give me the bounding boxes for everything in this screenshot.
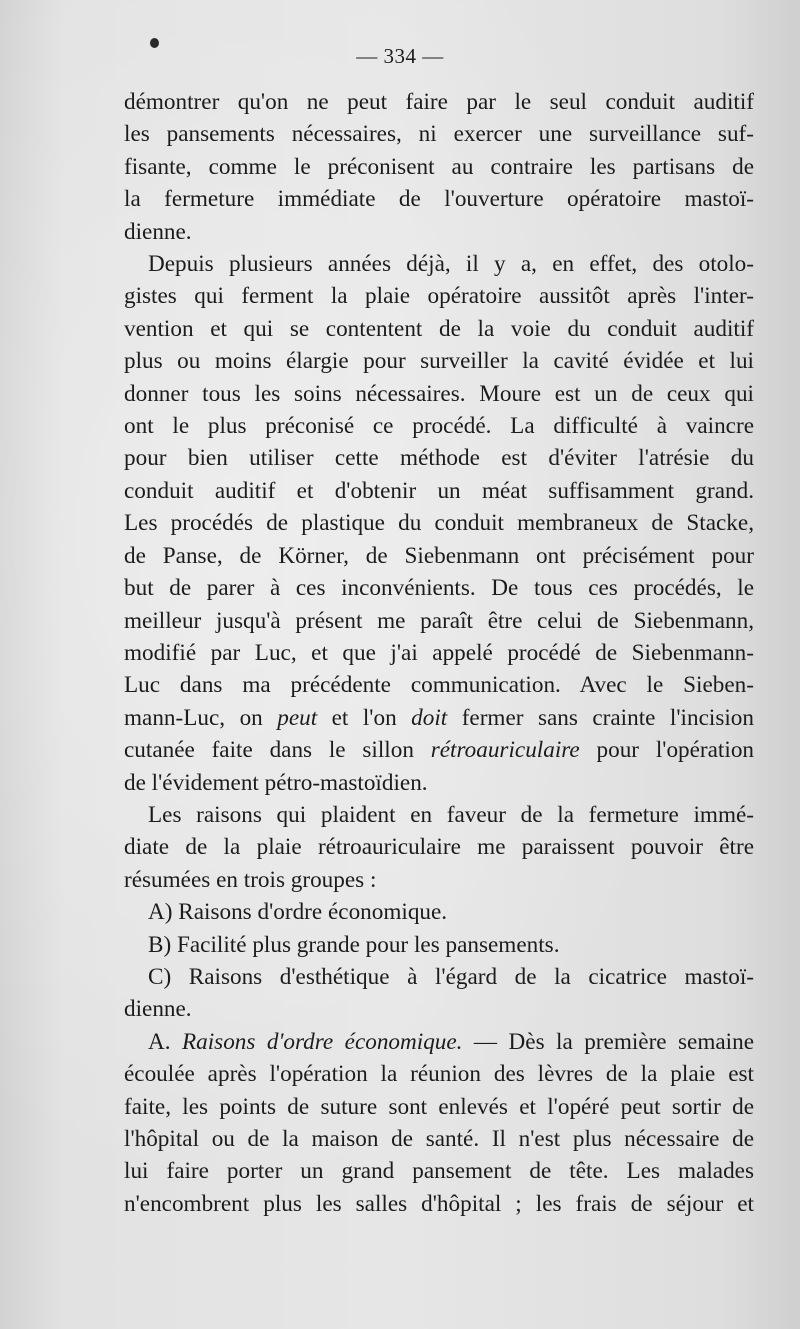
list-item: B) Facilité plus grande pour les pansements. [148,931,560,958]
text-line: diate de la plaie rétroauriculaire me paraissent pouvoir être [124,834,754,861]
text-line: ont le plus préconisé ce procédé. La difficulté à vaincre [124,413,754,440]
text-line [124,734,754,766]
text-line: dienne. [124,218,192,245]
paragraph-2 [124,248,754,799]
text-line: Les procédés de plastique du conduit membraneux de Stacke, [124,510,754,537]
italic-run: rétroauriculaire [430,737,580,764]
text-line: résumées en trois groupes : [124,866,377,893]
text-line: donner tous les soins nécessaires. Moure est un de ceux qui [124,380,754,407]
text-line: Les raisons qui plaident en faveur de la fermeture immé- [148,801,754,828]
list-item: A) Raisons d'ordre économique. [148,899,448,926]
italic-run: peut [277,704,318,731]
text-line: fisante, comme le préconisent au contraire les partisans de [124,153,754,180]
text-line: dienne. [124,996,192,1023]
paragraph-3 [124,799,754,896]
text-line: pour bien utiliser cette méthode est d'éviter l'atrésie du [124,445,754,472]
text-line: plus ou moins élargie pour surveiller la cavité évidée et lui [124,348,754,375]
text-line: n'encombrent plus les salles d'hôpital ; les frais de séjour et [124,1190,754,1217]
text-line: la fermeture immédiate de l'ouverture opératoire mastoï- [124,186,754,213]
text-run: cutanée faite dans le sillon [124,737,431,764]
text-line: Luc dans ma précédente communication. Avec le Sieben- [124,672,754,699]
text-line: vention et qui se contentent de la voie du conduit auditif [124,315,754,342]
text-line: démontrer qu'on ne peut faire par le seul conduit auditif [124,89,754,115]
text-line: gistes qui ferment la plaie opératoire aussitôt après l'inter- [124,283,754,310]
page-number: — 334 — [356,44,444,68]
text-line: écoulée après l'opération la réunion des lèvres de la plaie est [124,1061,754,1088]
body-text [124,86,754,1220]
text-line: faite, les points de suture sont enlevés et l'opéré peut sortir de [124,1093,754,1120]
section-label: A. [148,1028,182,1055]
text-line: l'hôpital ou de la maison de santé. Il n'est plus nécessaire de [124,1126,754,1152]
text-line [124,702,754,734]
text-line: meilleur jusqu'à présent me paraît être celui de Siebenmann, [124,607,754,634]
text-line: but de parer à ces inconvénients. De tous ces procédés, le [124,575,754,602]
text-run: et l'on [317,704,412,731]
text-line: les pansements nécessaires, ni exercer une surveillance suf- [124,121,754,148]
text-run: pour l'opération [579,737,755,764]
text-line: de l'évidement pétro-mastoïdien. [124,769,428,796]
list-item: C) Raisons d'esthétique à l'égard de la cicatrice mastoï- [148,963,754,990]
text-line: de Panse, de Körner, de Siebenmann ont précisément pour [124,542,754,569]
italic-run: doit [411,704,448,731]
text-run: mann-Luc, on [124,704,278,731]
section-heading: Raisons d'ordre économique. [181,1028,463,1055]
text-line [124,1026,754,1058]
text-line: Depuis plusieurs années déjà, il y a, en effet, des otolo- [148,251,754,278]
text-run: — Dès la première semaine [462,1028,755,1055]
text-run: fermer sans crainte l'incision [447,704,754,731]
text-line: conduit auditif et d'obtenir un méat suffisamment grand. [124,477,754,504]
paragraph-1 [124,86,754,248]
text-line: lui faire porter un grand pansement de tête. Les malades [124,1158,754,1185]
text-line: modifié par Luc, et que j'ai appelé procédé de Siebenmann- [124,639,754,666]
enumeration [124,896,754,1026]
paragraph-4 [124,1026,754,1220]
